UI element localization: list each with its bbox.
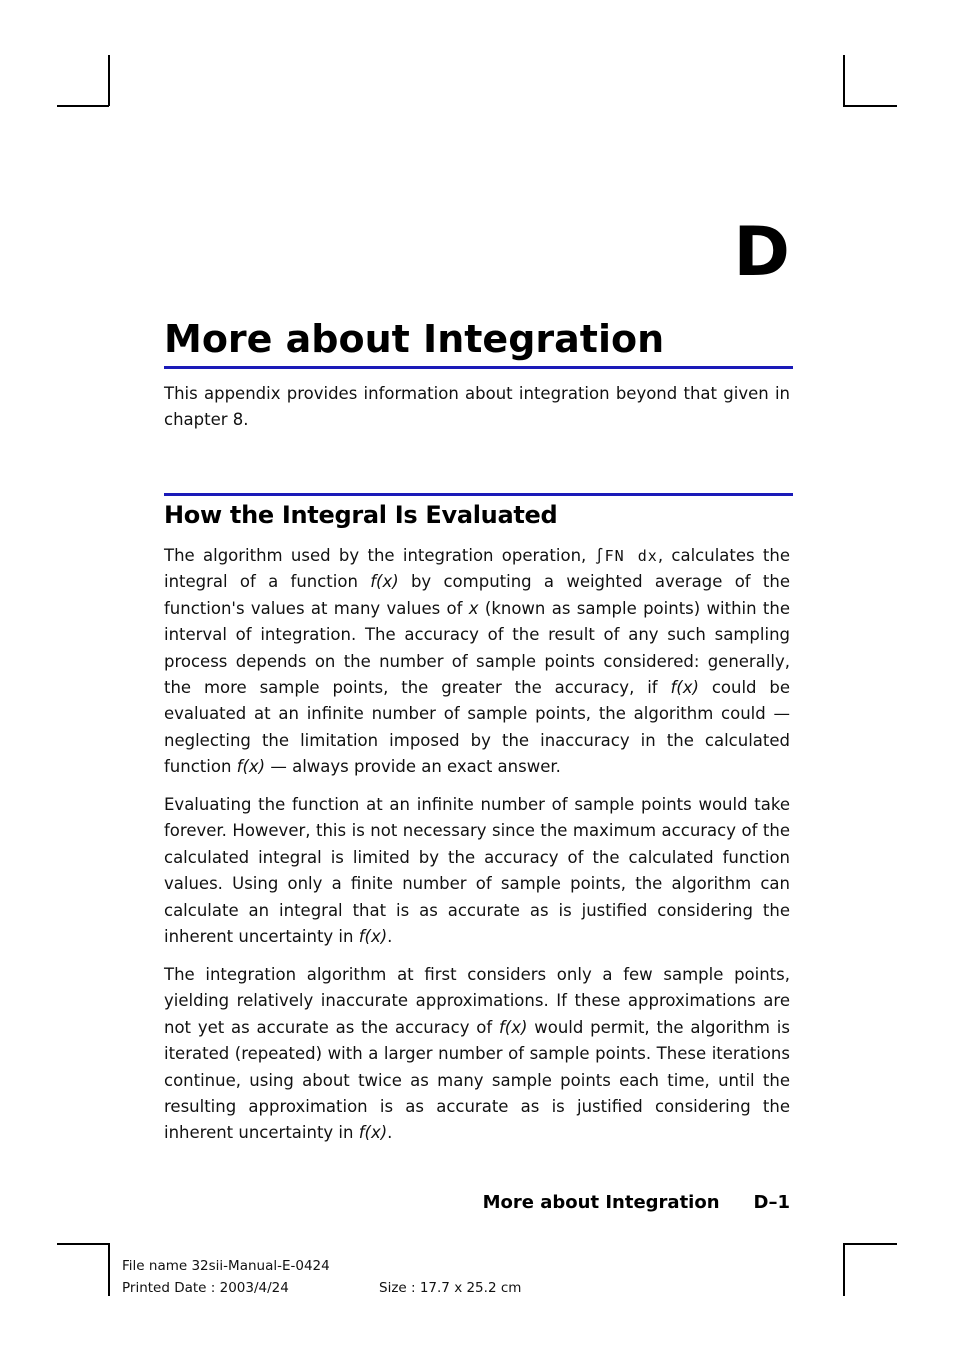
- intro-paragraph: This appendix provides information about integration beyond that given in chapter 8.: [164, 384, 790, 430]
- chapter-letter: D: [733, 213, 790, 292]
- crop-mark-bl-horizontal: [57, 1243, 109, 1245]
- body-paragraph-3: The integration algorithm at first considers only a few sample points, yielding relatively inaccurate approximations. If these approximations are not yet as accurate as the accuracy of f(x) would permit, the algorithm is iterated (repeated) with a larger number of sample points. These iterations continue, using about twice as many sample points each time, until the resulting approximation is as accurate as is justified considering the inherent uncertainty in f(x).: [164, 965, 790, 1143]
- footer-chapter-title: More about Integration: [482, 1192, 720, 1213]
- crop-mark-br-vertical: [843, 1243, 845, 1296]
- page-size: Size : 17.7 x 25.2 cm: [379, 1280, 522, 1296]
- chapter-title: More about Integration: [164, 317, 665, 361]
- body-paragraph-2: Evaluating the function at an infinite number of sample points would take forever. However, this is not necessary since the maximum accuracy of the calculated integral is limited by the accuracy of the calculated function values. Using only a finite number of sample points, the algorithm can calculate an integral that is as accurate as is justified considering the inherent uncertainty in f(x).: [164, 795, 790, 947]
- crop-mark-bl-vertical: [108, 1243, 110, 1296]
- body-paragraph-1: The algorithm used by the integration operation, ∫FN dx, calculates the integral of a function f(x) by computing a weighted average of the function's values at many values of x (known as sample points) within the interval of integration. The accuracy of the result of any such sampling process depends on the number of sample points considered: generally, the more sample points, the greater the accuracy, if f(x) could be evaluated at an infinite number of sample points, the algorithm could — neglecting the limitation imposed by the inaccuracy in the calculated function f(x) — always provide an exact answer.: [164, 546, 791, 777]
- crop-mark-tr-horizontal: [843, 105, 897, 107]
- section-title: How the Integral Is Evaluated: [164, 501, 558, 529]
- crop-mark-tr-vertical: [843, 55, 845, 106]
- integral-function-label: ∫FN dx: [594, 547, 658, 565]
- crop-mark-br-horizontal: [843, 1243, 897, 1245]
- page-footer: [464, 1189, 790, 1217]
- crop-mark-tl-vertical: [108, 55, 110, 106]
- printed-date: Printed Date : 2003/4/24: [122, 1280, 289, 1296]
- crop-mark-tl-horizontal: [57, 105, 109, 107]
- section-title-rule: [164, 493, 793, 496]
- file-name: File name 32sii-Manual-E-0424: [122, 1258, 330, 1274]
- chapter-title-rule: [164, 366, 793, 369]
- page-number: D–1: [753, 1192, 790, 1213]
